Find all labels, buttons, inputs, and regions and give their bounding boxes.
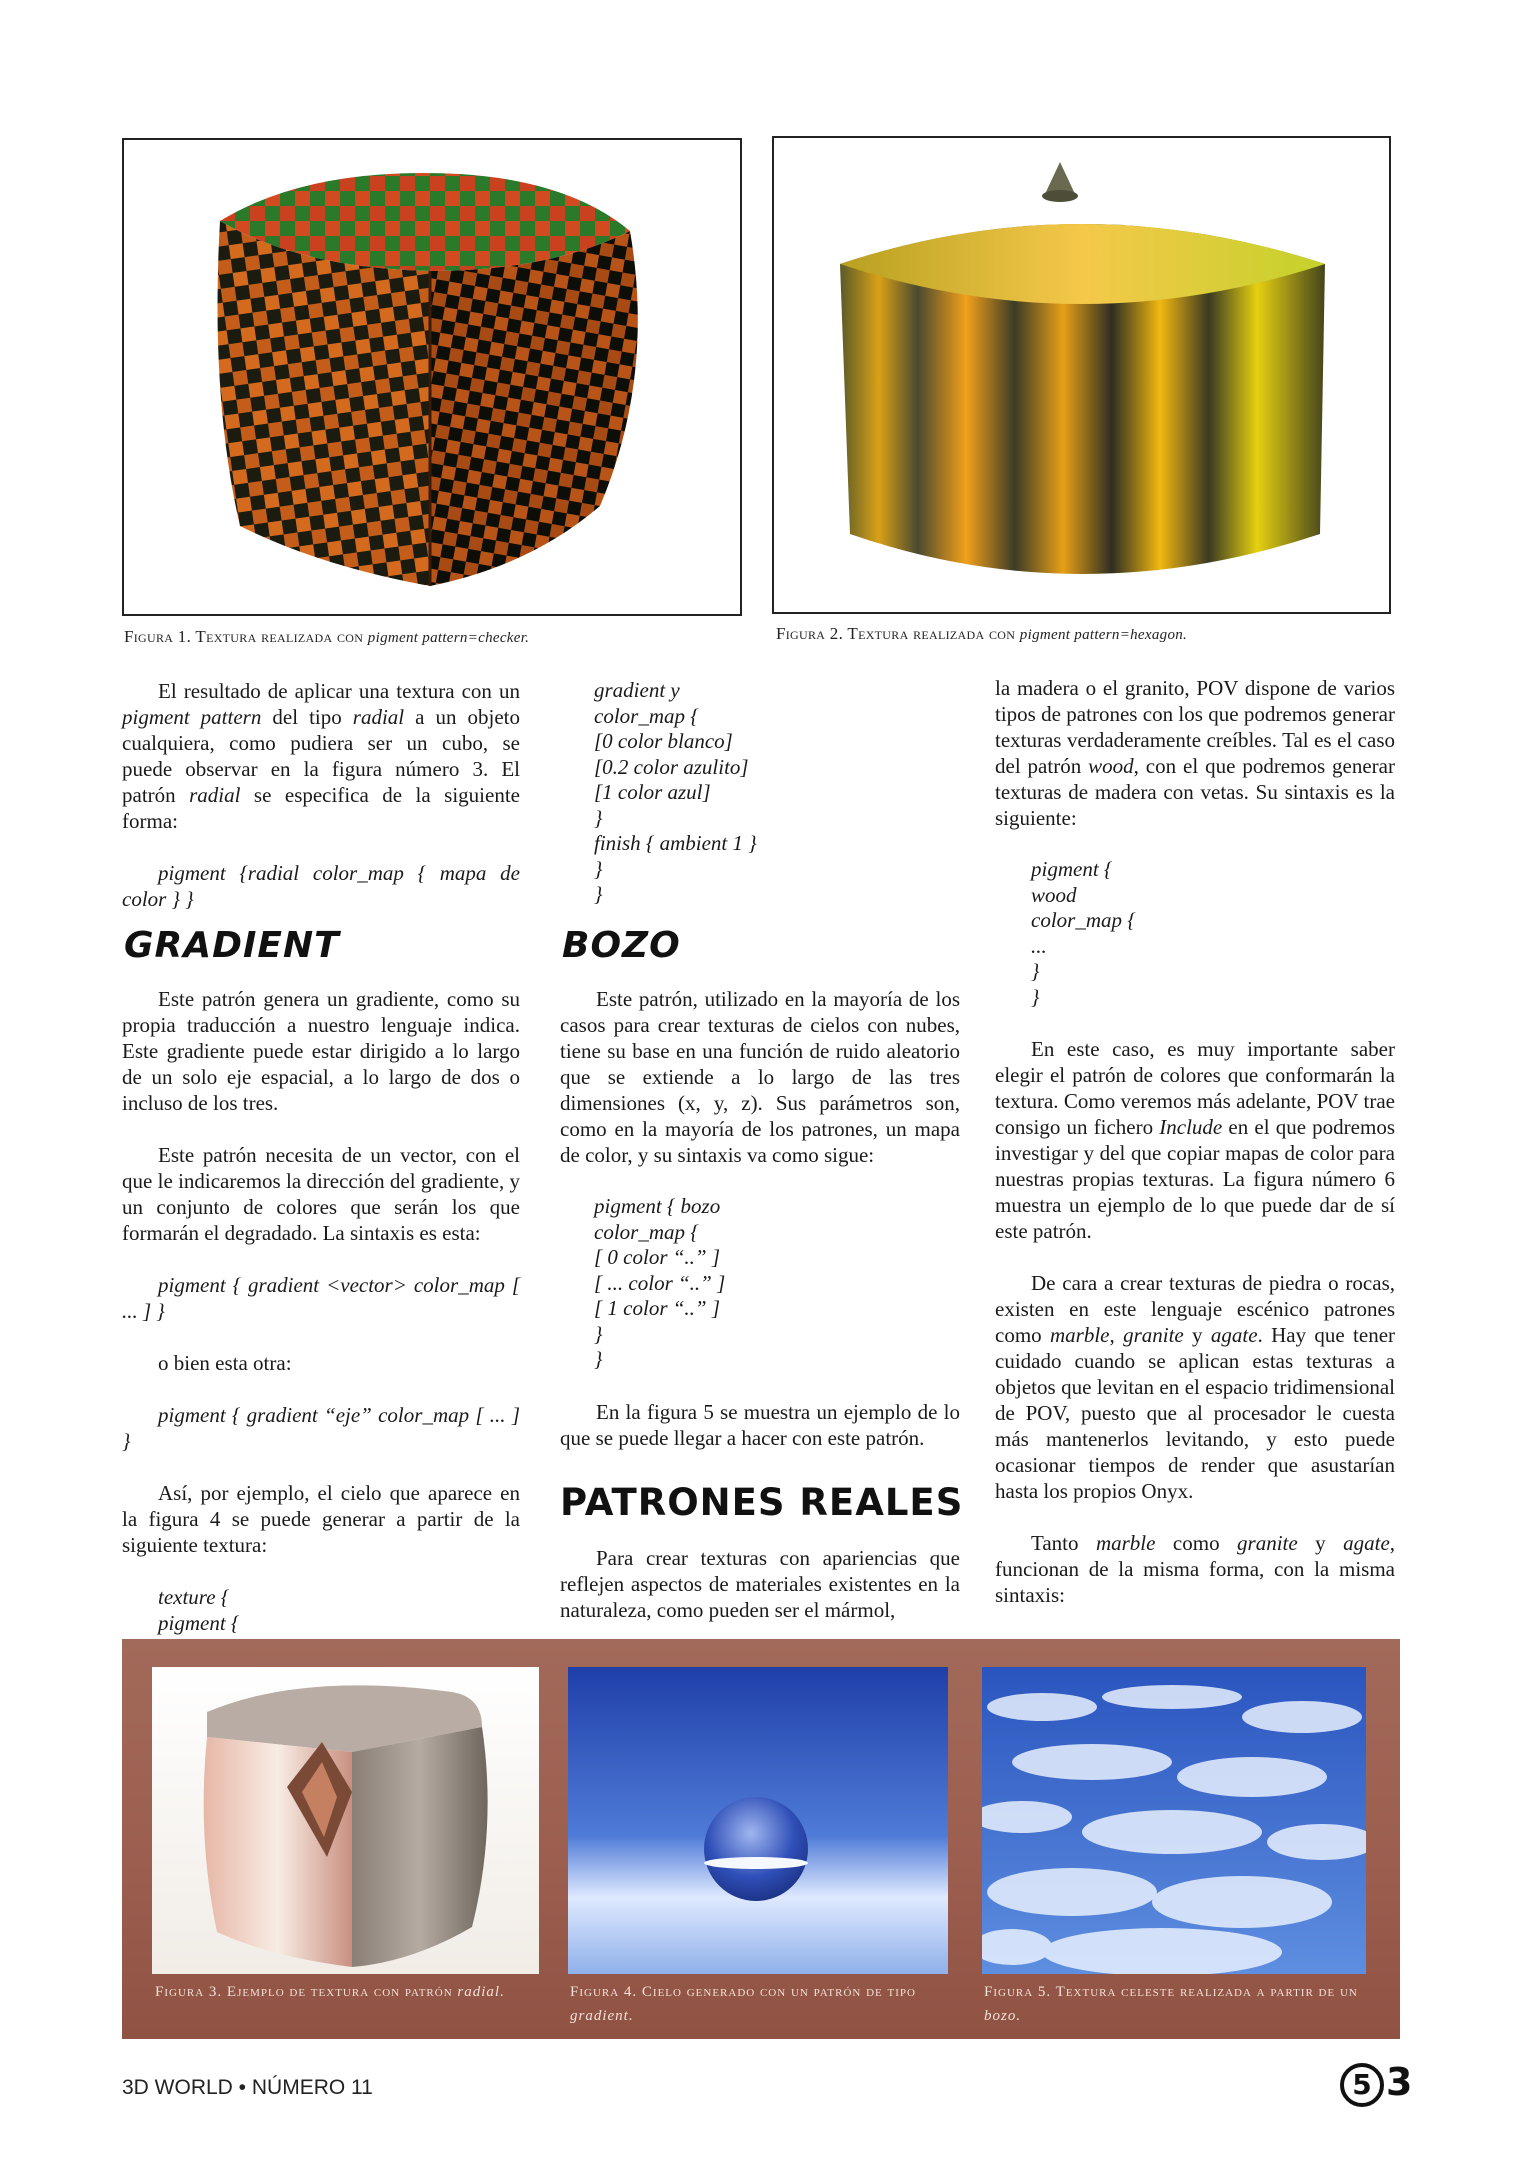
figure-5-caption: Figura 5. Textura celeste realizada a partir de un bozo.	[984, 1984, 1358, 2024]
figure-3-image	[152, 1667, 539, 1974]
col2-code-gradient: gradient y color_map { [0 color blanco] [0.2 color azulito] [1 color azul] } finish { ambient 1 } } }	[594, 678, 757, 906]
figure-1-frame	[122, 138, 742, 616]
column-1-cont	[122, 986, 520, 1636]
column-3	[995, 675, 1395, 1608]
col1-code-radial: pigment {radial color_map { mapa de color } }	[122, 861, 520, 911]
figure-4-caption: Figura 4. Cielo generado con un patrón de tipo gradient.	[570, 1984, 916, 2024]
footer-magazine-title: 3D WORLD • NÚMERO 11	[122, 2076, 373, 2099]
figure-5-image	[982, 1667, 1366, 1974]
figure-3-caption: Figura 3. Ejemplo de textura con patrón radial.	[155, 1984, 505, 2000]
col3-paragraph-3: De cara a crear texturas de piedra o rocas, existen en este lenguaje escénico patrones como marble, granite y agate. Hay que tener cuidado cuando se aplican estas texturas a objetos que levitan en el espacio tridimensional de POV, puesto que al procesador le cuesta más mantenerlos levitando, y esto puede ocasionar tiempos de render que asustarían hasta los propios Onyx.	[995, 1271, 1396, 1503]
col2-paragraph-1: Este patrón, utilizado en la mayoría de los casos para crear texturas de cielos con nubes, tiene su base en una función de ruido aleatorio que se extiende a lo largo de las tres dimensiones (x, y, z). Sus parámetros son, como en la mayoría de los patrones, un mapa de color, y su sintaxis va como sigue:	[560, 987, 960, 1167]
figure-1-caption: Figura 1. Textura realizada con pigment pattern=checker.	[124, 627, 530, 646]
column-1	[122, 678, 520, 912]
col1-paragraph-4: o bien esta otra:	[158, 1351, 292, 1375]
figure-2-frame	[772, 136, 1391, 614]
col3-paragraph-2: En este caso, es muy importante saber elegir el patrón de colores que conformarán la textura. Como veremos más adelante, POV trae consigo un fichero Include en el que podremos investigar y del que copiar mapas de color para nuestras propias texturas. La figura número 6 muestra un ejemplo de lo que puede dar de sí este patrón.	[995, 1037, 1395, 1243]
col1-paragraph-5: Así, por ejemplo, el cielo que aparece en la figura 4 se puede generar a partir de la siguiente textura:	[122, 1481, 520, 1557]
page-number-digit: 3	[1386, 2060, 1413, 2104]
col3-paragraph-1: la madera o el granito, POV dispone de varios tipos de patrones con los que podremos generar texturas verdaderamente creíbles. Tal es el caso del patrón wood, con el que podremos generar texturas de madera con vetas. Su sintaxis es la siguiente:	[995, 676, 1395, 830]
heading-bozo: BOZO	[562, 925, 681, 966]
heading-gradient: GRADIENT	[124, 925, 340, 966]
column-2-cont	[560, 986, 960, 1451]
col1-code-gradient-eje: pigment { gradient “eje” color_map [ ... ] }	[122, 1403, 520, 1453]
col1-code-gradient: pigment { gradient <vector> color_map [ ... ] }	[122, 1273, 520, 1323]
col1-paragraph-3: Este patrón necesita de un vector, con el que le indicaremos la dirección del gradiente, y un conjunto de colores que serán los que formarán el degradado. La sintaxis es esta:	[122, 1143, 520, 1245]
col1-code-texture-2: pigment {	[158, 1611, 240, 1635]
col1-paragraph-2: Este patrón genera un gradiente, como su propia traducción a nuestro lenguaje indica. Este gradiente puede estar dirigido a lo largo de un solo eje espacial, a lo largo de dos o incluso de los tres.	[122, 987, 520, 1115]
page-number	[1340, 2060, 1412, 2107]
col1-code-texture-1: texture {	[158, 1585, 230, 1609]
column-2	[562, 678, 960, 908]
col3-code-wood: pigment { wood color_map { ... } }	[1031, 857, 1136, 1009]
column-2-end	[560, 1545, 960, 1623]
col2-paragraph-3: Para crear texturas con apariencias que reflejen aspectos de materiales existentes en la naturaleza, como pueden ser el mármol,	[560, 1546, 960, 1622]
col1-paragraph-1: El resultado de aplicar una textura con un pigment pattern del tipo radial a un objeto cualquiera, como pudiera ser un cubo, se puede observar en la figura número 3. El patrón radial se especifica de la siguiente forma:	[122, 679, 521, 833]
figure-2-image	[780, 144, 1383, 606]
figure-2-caption: Figura 2. Textura realizada con pigment pattern=hexagon.	[776, 624, 1188, 643]
col2-paragraph-2: En la figura 5 se muestra un ejemplo de lo que se puede llegar a hacer con este patrón.	[560, 1399, 960, 1450]
figure-1-image	[130, 146, 734, 608]
col3-paragraph-4: Tanto marble como granite y agate, funcionan de la misma forma, con la misma sintaxis:	[995, 1531, 1396, 1607]
page-number-ring: 5	[1340, 2063, 1384, 2107]
col2-code-bozo: pigment { bozo color_map { [ 0 color “..” ] [ ... color “..” ] [ 1 color “..” ] } }	[594, 1194, 726, 1371]
heading-patrones-reales: PATRONES REALES	[560, 1481, 964, 1524]
figure-4-image	[568, 1667, 948, 1974]
